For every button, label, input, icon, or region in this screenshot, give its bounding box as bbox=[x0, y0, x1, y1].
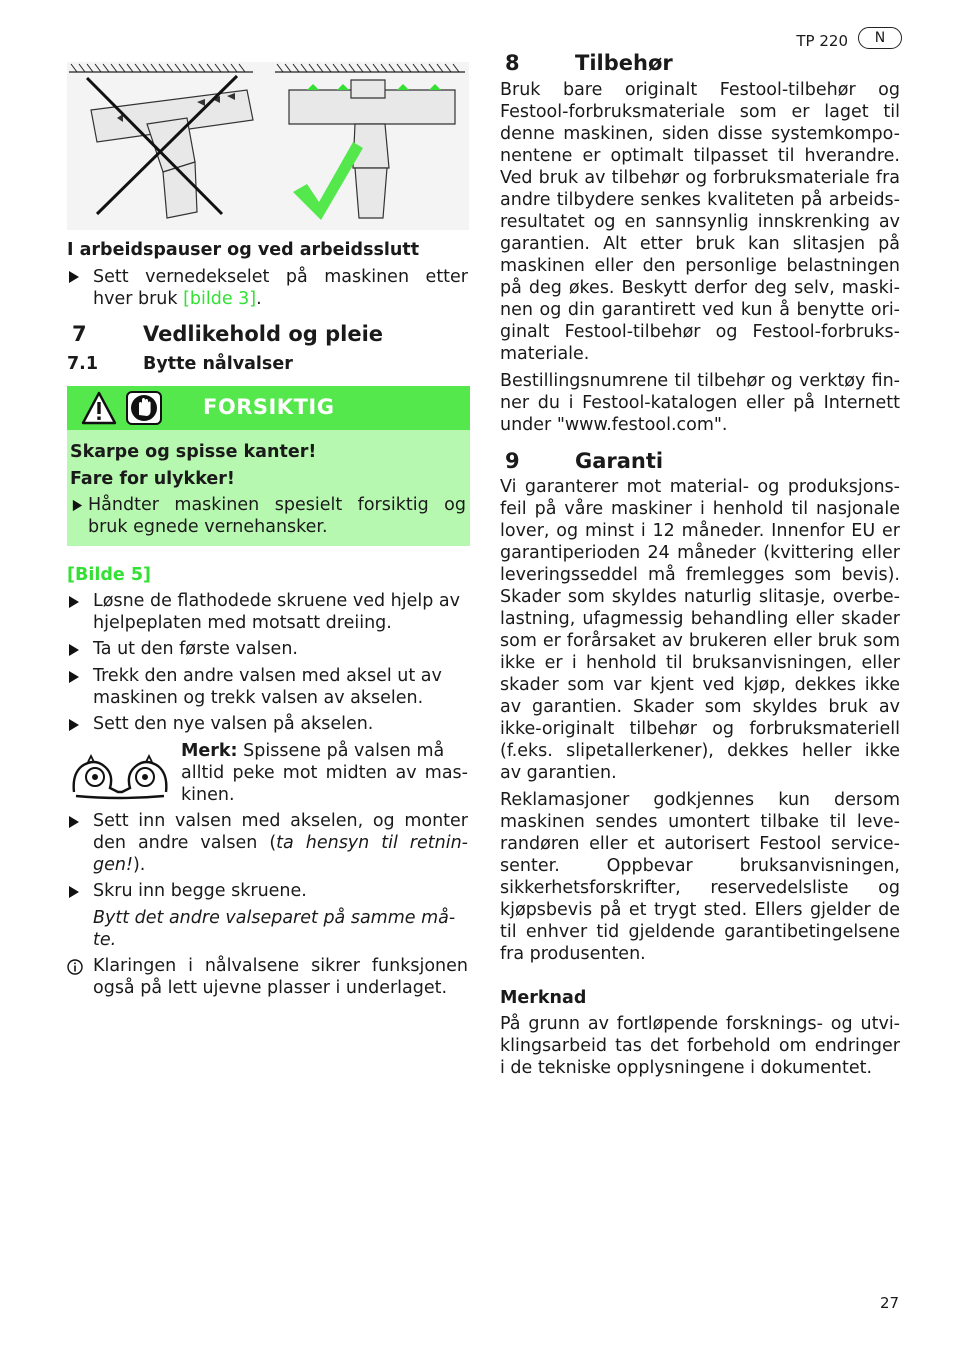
guarantee-line: Skader som skyldes naturlig slitasje, overbe- bbox=[500, 587, 900, 607]
roller-orientation-icon bbox=[70, 752, 170, 802]
step-6: Skru inn begge skruene. bbox=[93, 881, 307, 901]
section-8-order-info bbox=[500, 370, 900, 436]
page-number: 27 bbox=[880, 1294, 900, 1312]
section-8-line: resultatet og en sannsynlig innskrenking av bbox=[500, 212, 900, 232]
note-line1 bbox=[181, 740, 468, 762]
note-text: Spissene på valsen må bbox=[237, 741, 445, 761]
note-heading: Merknad bbox=[500, 988, 587, 1008]
claims-line: Reklamasjoner godkjennes kun dersom bbox=[500, 790, 900, 810]
step-4: Sett den nye valsen på akselen. bbox=[93, 714, 374, 734]
step-2: Ta ut den første valsen. bbox=[93, 639, 298, 659]
repeat-line1 bbox=[93, 907, 455, 929]
guarantee-line: av garantien. bbox=[500, 763, 617, 783]
protective-gloves-icon bbox=[126, 391, 162, 425]
storage-illustration bbox=[67, 62, 469, 230]
section-8-line: maskinen eller den personlige belastningen bbox=[500, 256, 900, 276]
section-8-line: nen og din garantirett ved kun å benytte ori- bbox=[500, 300, 900, 320]
bullet-triangle-icon bbox=[67, 595, 81, 609]
warning-line-1: Skarpe og spisse kanter! bbox=[70, 442, 317, 462]
section-8-title: Tilbehør bbox=[575, 51, 673, 75]
section-7-1-title: Bytte nålvalser bbox=[143, 354, 293, 374]
breaks-bullet-line1: Sett vernedekselet på maskinen etter bbox=[93, 267, 468, 287]
breaks-heading: I arbeidspauser og ved arbeidsslutt bbox=[67, 240, 420, 260]
bullet-triangle-icon bbox=[67, 270, 81, 284]
section-8-body bbox=[500, 79, 900, 365]
info-line1: Klaringen i nålvalsene sikrer funksjonen bbox=[93, 956, 468, 976]
guarantee-line: leveringsseddel må fremlegges som bevis). bbox=[500, 565, 900, 585]
section-8-line: Bruk bare originalt Festool-tilbehør og bbox=[500, 80, 900, 100]
warning-title: FORSIKTIG bbox=[203, 395, 335, 419]
warning-bullet-line2: bruk egnede vernehansker. bbox=[88, 517, 328, 537]
claims-line: sikkerhetsforskrifter, reservedelsliste og bbox=[500, 878, 900, 898]
claims-line: til enhver tid gjeldende garantibetingelsene bbox=[500, 922, 900, 942]
order-line: under "www.festool.com". bbox=[500, 415, 728, 435]
claims-line: kjøpsbevis på et trygt sted. Ellers gjelder de bbox=[500, 900, 900, 920]
section-9-claims bbox=[500, 789, 900, 965]
bullet-triangle-icon bbox=[67, 815, 81, 829]
info-icon bbox=[67, 959, 83, 975]
order-line: ner du i Festool-katalogen eller på Internett bbox=[500, 393, 900, 413]
bullet-triangle-icon bbox=[71, 499, 84, 512]
repeat-line2 bbox=[93, 929, 116, 951]
bullet-triangle-icon bbox=[67, 643, 81, 657]
section-8-line: på deg økes. Beskytt derfor deg selv, maski- bbox=[500, 278, 900, 298]
note-body-line: klingsarbeid tas det forbehold om endringer bbox=[500, 1036, 900, 1056]
section-8-line: Festool-forbruksmateriale som er laget til bbox=[500, 102, 900, 122]
note-body-line: i de tekniske opplysningene i dokumentet. bbox=[500, 1058, 873, 1078]
section-8-line: ginalt Festool-tilbehør og Festool-forbruks- bbox=[500, 322, 900, 342]
guarantee-line: feil på våre maskiner i henhold til nasjonale bbox=[500, 499, 900, 519]
step-5-line1: Sett inn valsen med akselen, og monter bbox=[93, 811, 468, 831]
section-7-number: 7 bbox=[72, 322, 87, 346]
section-9-body bbox=[500, 476, 900, 784]
section-8-line: denne maskinen, siden disse systemkompo- bbox=[500, 124, 900, 144]
section-7-1-number: 7.1 bbox=[67, 354, 99, 374]
step-5-close: ). bbox=[132, 855, 146, 875]
step-5-italic-end: gen! bbox=[93, 855, 133, 875]
order-line: Bestillingsnumrene til tilbehør og verktøy fin- bbox=[500, 371, 900, 391]
section-8-line: nentene er optimalt tilpasset til hverandre. bbox=[500, 146, 900, 166]
bullet-triangle-icon bbox=[67, 885, 81, 899]
guarantee-line: (f.eks. slipetallerkener), dekkes heller ikke bbox=[500, 741, 900, 761]
breaks-bullet-period: . bbox=[256, 289, 262, 309]
claims-line: fra produsenten. bbox=[500, 944, 646, 964]
info-line2: også på lett ujevne plasser i underlaget. bbox=[93, 978, 448, 998]
breaks-bullet-line2 bbox=[93, 288, 262, 310]
claims-line: senter. Oppbevar bruksanvisningen, bbox=[500, 856, 900, 876]
step-5-text: den andre valsen ( bbox=[93, 833, 277, 853]
language-badge: N bbox=[858, 27, 902, 49]
bullet-triangle-icon bbox=[67, 670, 81, 684]
step-1-line2: hjelpeplaten med motsatt dreiing. bbox=[93, 613, 392, 633]
note-line3: kinen. bbox=[181, 785, 235, 805]
guarantee-line: skader som var kjent ved kjøp, dekkes ikke bbox=[500, 675, 900, 695]
breaks-bullet-text: hver bruk bbox=[93, 289, 184, 309]
section-9-number: 9 bbox=[505, 449, 520, 473]
step-5-line3 bbox=[93, 854, 145, 876]
guarantee-line: ikke er i henhold til bruksanvisningen, eller bbox=[500, 653, 900, 673]
guarantee-line: som er forårsaket av brukeren eller bruk som bbox=[500, 631, 900, 651]
note-body-line: På grunn av fortløpende forsknings- og utvi- bbox=[500, 1014, 900, 1034]
guarantee-line: lastning, ufagmessig behandling eller skader bbox=[500, 609, 900, 629]
guarantee-line: lover, og minst i 12 måneder. Innenfor EU er bbox=[500, 521, 900, 541]
section-8-line: garantien. Alt etter bruk kan slitasjen på bbox=[500, 234, 900, 254]
section-8-line: materiale. bbox=[500, 344, 590, 364]
note-label: Merk: bbox=[181, 741, 238, 761]
repeat-text-2: te. bbox=[93, 930, 117, 950]
guarantee-line: av garantien. Skader som skyldes bruk av bbox=[500, 697, 900, 717]
figure-reference-bilde-3: [bilde 3] bbox=[183, 289, 257, 309]
section-8-number: 8 bbox=[505, 51, 520, 75]
guarantee-line: garantiperioden 24 måneder (kvittering eller bbox=[500, 543, 900, 563]
bullet-triangle-icon bbox=[67, 718, 81, 732]
section-7-title: Vedlikehold og pleie bbox=[143, 322, 384, 346]
step-1-line1: Løsne de flathodede skruene ved hjelp av bbox=[93, 591, 461, 611]
step-5-line2 bbox=[93, 832, 468, 854]
section-8-line: andre tilbydere senkes kvaliteten på arbeids- bbox=[500, 190, 900, 210]
section-9-title: Garanti bbox=[575, 449, 664, 473]
repeat-text-1: Bytt det andre valseparet på samme må- bbox=[93, 908, 456, 928]
warning-bullet-line1: Håndter maskinen spesielt forsiktig og bbox=[88, 495, 466, 515]
warning-line-2: Fare for ulykker! bbox=[70, 469, 235, 489]
section-8-line: Ved bruk av tilbehør og forbruksmateriale fra bbox=[500, 168, 900, 188]
step-3-line2: maskinen og trekk valsen av akselen. bbox=[93, 688, 424, 708]
model-label: TP 220 bbox=[796, 32, 848, 50]
note-line2: alltid peke mot midten av mas- bbox=[181, 763, 468, 783]
guarantee-line: Vi garanterer mot material- og produksjons- bbox=[500, 477, 900, 497]
step-3-line1: Trekk den andre valsen med aksel ut av bbox=[93, 666, 442, 686]
guarantee-line: ikke-originalt tilbehør og forbruksmateriell bbox=[500, 719, 900, 739]
claims-line: maskinen sendes umontert tilbake til leve- bbox=[500, 812, 900, 832]
step-5-italic: ta hensyn til retnin- bbox=[276, 833, 468, 853]
figure-reference-bilde-5: [Bilde 5] bbox=[67, 565, 151, 585]
note-body bbox=[500, 1013, 900, 1079]
claims-line: randøren eller et autorisert Festool service- bbox=[500, 834, 900, 854]
warning-triangle-icon bbox=[81, 391, 117, 425]
